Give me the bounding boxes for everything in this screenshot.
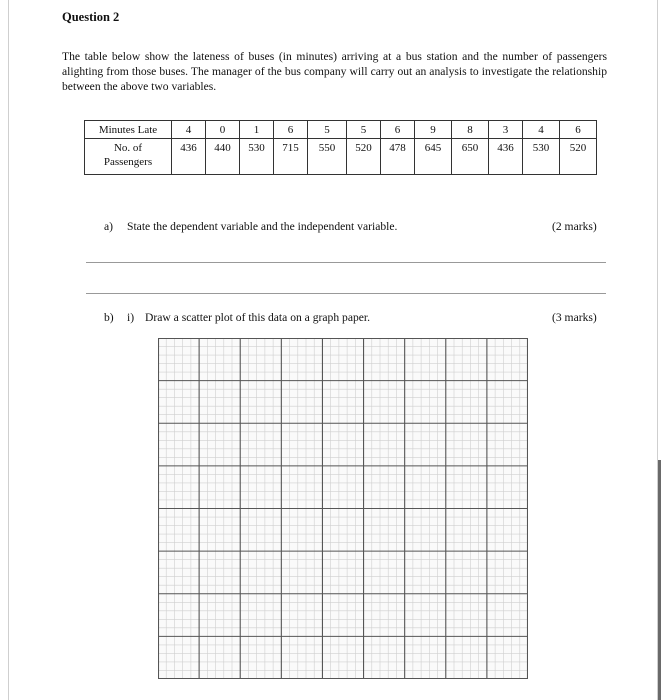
cell-minutes: 4 [172, 121, 206, 139]
part-a-label: a) [104, 220, 114, 233]
part-b-label: b) [104, 311, 114, 324]
part-b-marks: (3 marks) [552, 311, 597, 324]
part-a-text: State the dependent variable and the independent variable. [127, 220, 398, 233]
part-a-marks: (2 marks) [552, 220, 597, 233]
answer-line[interactable] [86, 262, 606, 263]
cell-passengers: 530 [240, 139, 274, 175]
cell-minutes: 4 [523, 121, 560, 139]
table-row-minutes [85, 121, 597, 139]
cell-minutes: 3 [489, 121, 523, 139]
row-header-minutes: Minutes Late [85, 121, 172, 139]
cell-minutes: 6 [560, 121, 597, 139]
graph-paper[interactable] [158, 338, 528, 679]
part-b-text: Draw a scatter plot of this data on a graph paper. [145, 311, 371, 324]
page-shadow [658, 460, 661, 700]
cell-minutes: 6 [274, 121, 308, 139]
cell-minutes: 6 [381, 121, 415, 139]
data-table [84, 120, 597, 175]
table-row-passengers [85, 139, 597, 175]
row-header-passengers [85, 139, 172, 175]
cell-passengers: 440 [206, 139, 240, 175]
cell-minutes: 0 [206, 121, 240, 139]
part-b-question [104, 311, 370, 324]
part-a-question [104, 220, 397, 233]
intro-paragraph: The table below show the lateness of buses (in minutes) arriving at a bus station and the number of passengers alighting from those buses. The manager of the bus company will carry out an analysis to investigate the relationship between the above two variables. [62, 50, 607, 93]
cell-minutes: 9 [415, 121, 452, 139]
cell-passengers: 520 [347, 139, 381, 175]
answer-line[interactable] [86, 293, 606, 294]
part-b-sub-label: i) [127, 311, 135, 324]
cell-minutes: 5 [308, 121, 347, 139]
page-edge-left [8, 0, 9, 700]
cell-passengers: 550 [308, 139, 347, 175]
row-header-passengers-line1: No. of [113, 142, 143, 154]
cell-passengers: 650 [452, 139, 489, 175]
question-title: Question 2 [62, 10, 120, 24]
cell-passengers: 478 [381, 139, 415, 175]
cell-minutes: 5 [347, 121, 381, 139]
cell-minutes: 8 [452, 121, 489, 139]
cell-passengers: 715 [274, 139, 308, 175]
cell-minutes: 1 [240, 121, 274, 139]
cell-passengers: 436 [489, 139, 523, 175]
cell-passengers: 436 [172, 139, 206, 175]
cell-passengers: 645 [415, 139, 452, 175]
row-header-passengers-line2: Passengers [103, 156, 153, 168]
cell-passengers: 520 [560, 139, 597, 175]
cell-passengers: 530 [523, 139, 560, 175]
